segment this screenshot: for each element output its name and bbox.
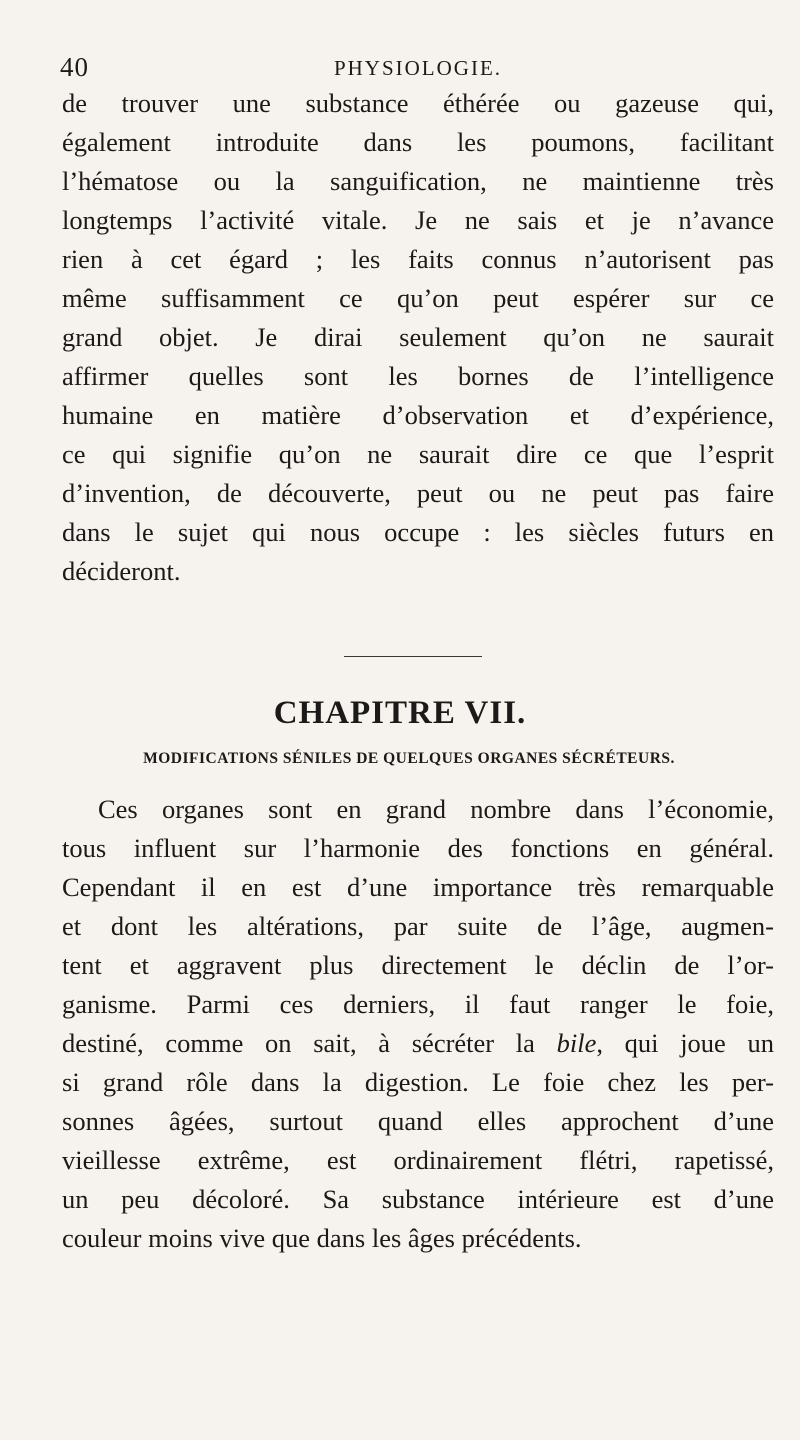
text-line: humaine en matière d’observation et d’expérience, — [62, 400, 774, 430]
text-line: Cependant il en est d’une importance très remarquable — [62, 872, 774, 902]
page-number: 40 — [60, 52, 89, 82]
text-line: couleur moins vive que dans les âges précédents. — [62, 1223, 582, 1253]
text-line: rien à cet égard ; les faits connus n’autorisent pas — [62, 244, 774, 274]
text-line: et dont les altérations, par suite de l’âge, augmen- — [62, 911, 774, 941]
text-line: sonnes âgées, surtout quand elles approchent d’une — [62, 1106, 774, 1136]
text-line: vieillesse extrême, est ordinairement flétri, rapetissé, — [62, 1145, 774, 1175]
text-line: Ces organes sont en grand nombre dans l’économie, — [98, 794, 774, 824]
text-line: si grand rôle dans la digestion. Le foie chez les per- — [62, 1067, 774, 1097]
text-line: longtemps l’activité vitale. Je ne sais et je n’avance — [62, 205, 774, 235]
text-line: tous influent sur l’harmonie des fonctions en général. — [62, 833, 774, 863]
chapter-title: CHAPITRE VII. — [273, 695, 527, 731]
text-line: même suffisamment ce qu’on peut espérer sur ce — [62, 283, 774, 313]
text-line: ganisme. Parmi ces derniers, il faut ranger le foie, — [62, 989, 774, 1019]
text-line-with-italic — [62, 1024, 774, 1062]
text-line: ce qui signifie qu’on ne saurait dire ce que l’esprit — [62, 439, 774, 469]
text-line: affirmer quelles sont les bornes de l’intelligence — [62, 361, 774, 391]
text-line: décideront. — [62, 556, 181, 586]
text-line: un peu décoloré. Sa substance intérieure est d’une — [62, 1184, 774, 1214]
text-line: l’hématose ou la sanguification, ne maintienne très — [62, 166, 774, 196]
text-line: de trouver une substance éthérée ou gazeuse qui, — [62, 88, 774, 118]
text-line: grand objet. Je dirai seulement qu’on ne saurait — [62, 322, 774, 352]
running-title: PHYSIOLOGIE. — [333, 56, 503, 80]
text-line: tent et aggravent plus directement le déclin de l’or- — [62, 950, 774, 980]
section-divider — [344, 656, 482, 657]
text-line: également introduite dans les poumons, facilitant — [62, 127, 774, 157]
running-head — [60, 52, 776, 88]
text-segment: destiné, comme on sait, à sécréter la — [62, 1028, 535, 1058]
text-line: d’invention, de découverte, peut ou ne peut pas faire — [62, 478, 774, 508]
chapter-subtitle: MODIFICATIONS SÉNILES DE QUELQUES ORGANES SÉCRÉTEURS. — [143, 750, 675, 767]
italic-term: bile — [556, 1028, 597, 1058]
text-line: dans le sujet qui nous occupe : les siècles futurs en — [62, 517, 774, 547]
text-segment: , qui joue un — [596, 1028, 774, 1058]
